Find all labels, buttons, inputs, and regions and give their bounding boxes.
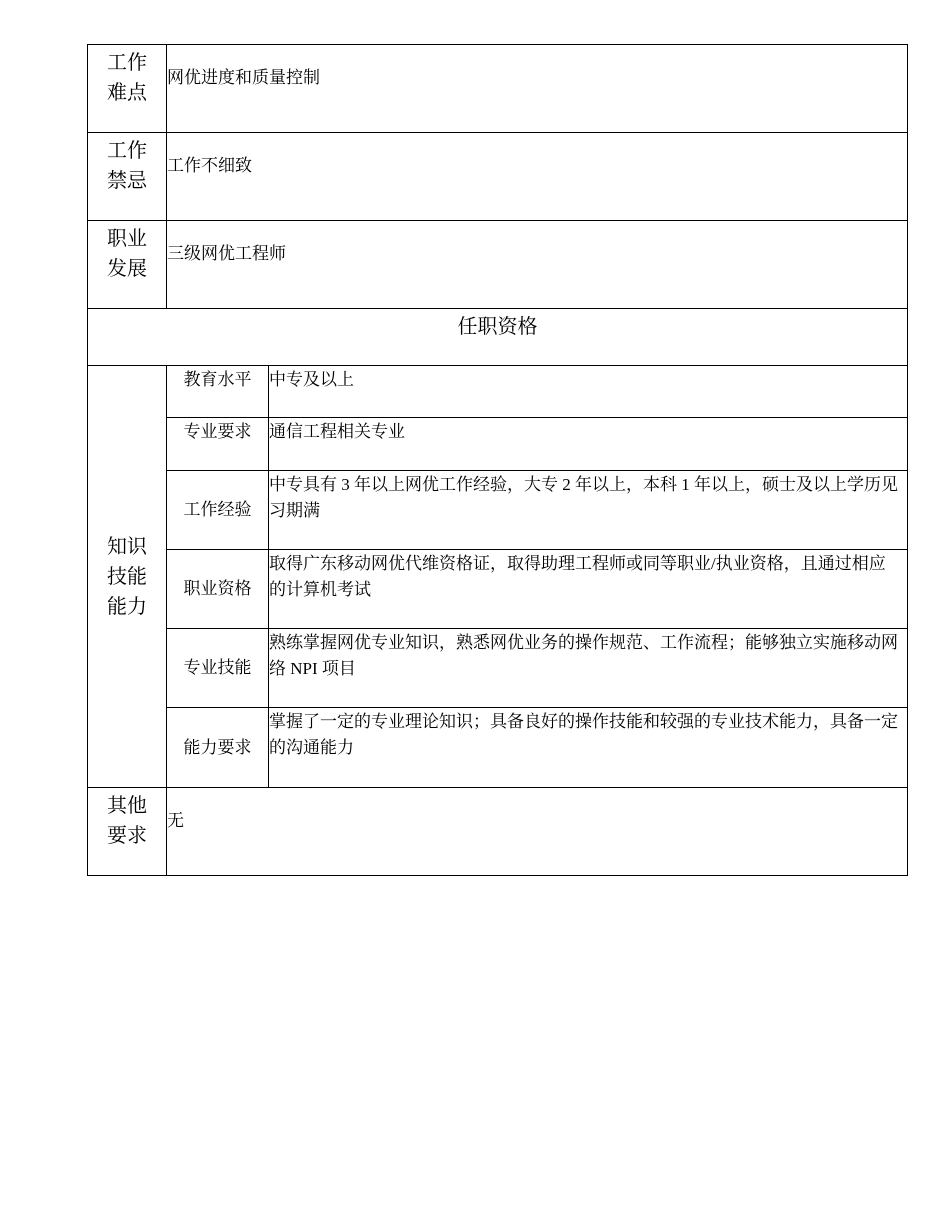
- table-row: [88, 471, 908, 550]
- row-value-work-difficulty: 网优进度和质量控制: [167, 45, 908, 133]
- table-row: [88, 45, 908, 133]
- sub-value-ability: 掌握了一定的专业理论知识；具备良好的操作技能和较强的专业技术能力，具备一定的沟通能力: [269, 708, 908, 788]
- qualification-group-label: 知识技能能力: [88, 366, 167, 788]
- sub-value-skills: 熟练掌握网优专业知识，熟悉网优业务的操作规范、工作流程；能够独立实施移动网络 NPI 项目: [269, 629, 908, 708]
- section-header-row: [88, 309, 908, 366]
- sub-value-major: 通信工程相关专业: [269, 418, 908, 471]
- row-label-work-taboo: 工作禁忌: [88, 133, 167, 221]
- row-label-other-requirements: 其他要求: [88, 788, 167, 876]
- table-row: [88, 550, 908, 629]
- job-description-table: [87, 44, 908, 876]
- table-row: [88, 366, 908, 418]
- sub-value-education: 中专及以上: [269, 366, 908, 418]
- row-value-work-taboo: 工作不细致: [167, 133, 908, 221]
- sub-value-certification: 取得广东移动网优代维资格证，取得助理工程师或同等职业/执业资格，且通过相应的计算机考试: [269, 550, 908, 629]
- row-label-work-difficulty: 工作难点: [88, 45, 167, 133]
- sub-label-major: 专业要求: [167, 418, 269, 471]
- table-row: [88, 788, 908, 876]
- table-row: [88, 418, 908, 471]
- sub-label-education: 教育水平: [167, 366, 269, 418]
- qualification-header: 任职资格: [88, 309, 908, 366]
- row-value-career-development: 三级网优工程师: [167, 221, 908, 309]
- row-label-career-development: 职业发展: [88, 221, 167, 309]
- sub-label-ability: 能力要求: [167, 708, 269, 788]
- sub-label-certification: 职业资格: [167, 550, 269, 629]
- sub-label-experience: 工作经验: [167, 471, 269, 550]
- table-row: [88, 133, 908, 221]
- table-row: [88, 629, 908, 708]
- table-row: [88, 708, 908, 788]
- sub-value-experience: 中专具有 3 年以上网优工作经验，大专 2 年以上，本科 1 年以上，硕士及以上学历见习期满: [269, 471, 908, 550]
- table-row: [88, 221, 908, 309]
- sub-label-skills: 专业技能: [167, 629, 269, 708]
- row-value-other-requirements: 无: [167, 788, 908, 876]
